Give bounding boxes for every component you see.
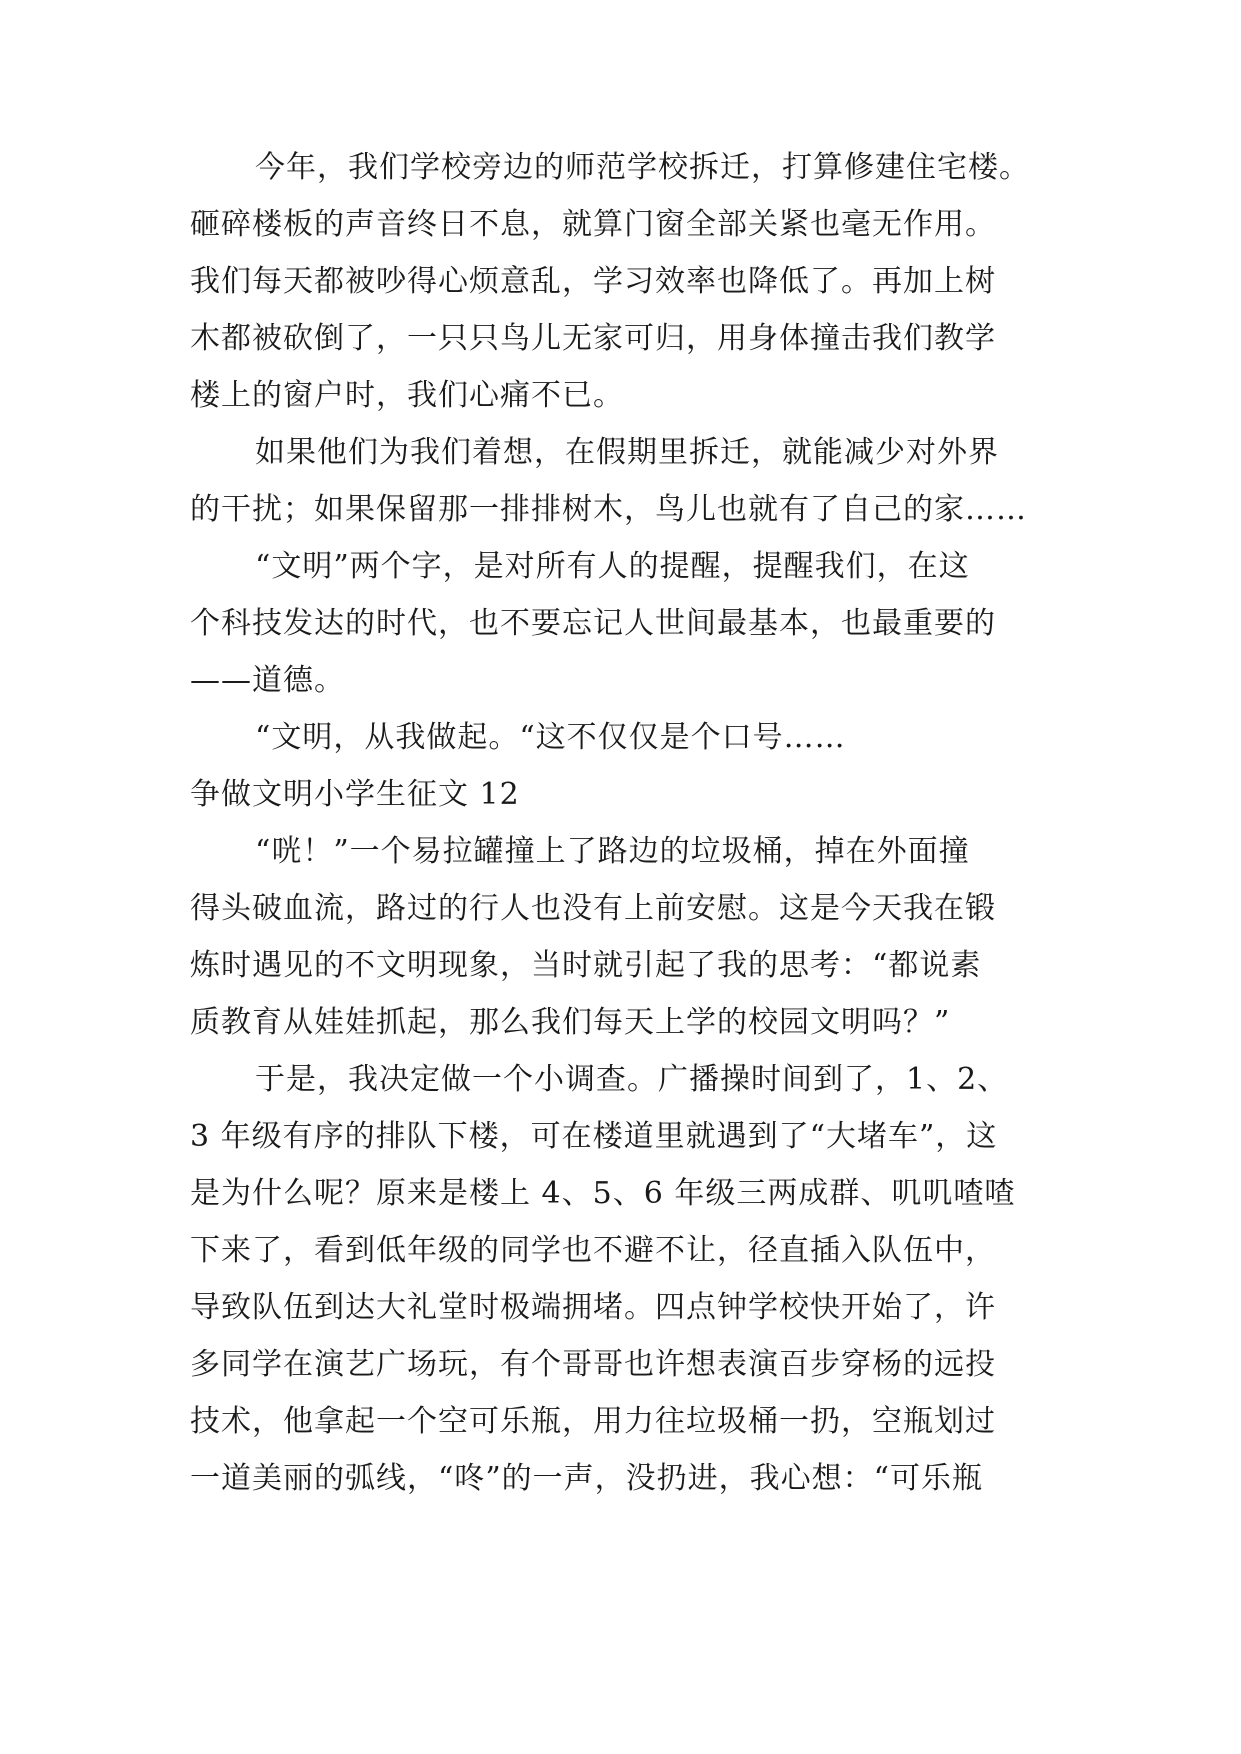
- text-line: 3 年级有序的排队下楼，可在楼道里就遇到了“大堵车”，这: [190, 1119, 998, 1154]
- text-line: 质教育从娃娃抓起，那么我们每天上学的校园文明吗？”: [190, 1005, 951, 1040]
- text-line: 砸碎楼板的声音终日不息，就算门窗全部关紧也毫无作用。: [190, 207, 996, 242]
- section-heading: 争做文明小学生征文 12: [190, 777, 520, 812]
- text-line: “文明，从我做起。“这不仅仅是个口号……: [255, 720, 846, 755]
- text-line: 得头破血流，路过的行人也没有上前安慰。这是今天我在锻: [190, 891, 996, 926]
- text-line: “咣！”一个易拉罐撞上了路边的垃圾桶，掉在外面撞: [255, 834, 970, 869]
- text-line: 技术，他拿起一个空可乐瓶，用力往垃圾桶一扔，空瓶划过: [190, 1404, 996, 1439]
- text-line: 导致队伍到达大礼堂时极端拥堵。四点钟学校快开始了，许: [190, 1290, 996, 1325]
- text-line: 我们每天都被吵得心烦意乱，学习效率也降低了。再加上树: [190, 264, 996, 299]
- text-line: 是为什么呢？原来是楼上 4、5、6 年级三两成群、叽叽喳喳: [190, 1176, 1016, 1211]
- text-line: ——道德。: [190, 663, 345, 698]
- text-line: 木都被砍倒了，一只只鸟儿无家可归，用身体撞击我们教学: [190, 321, 996, 356]
- text-line: 下来了，看到低年级的同学也不避不让，径直插入队伍中，: [190, 1233, 996, 1268]
- text-line: 一道美丽的弧线，“咚”的一声，没扔进，我心想：“可乐瓶: [190, 1461, 984, 1496]
- text-line: 个科技发达的时代，也不要忘记人世间最基本，也最重要的: [190, 606, 996, 641]
- text-line: 多同学在演艺广场玩，有个哥哥也许想表演百步穿杨的远投: [190, 1347, 996, 1382]
- text-line: 炼时遇见的不文明现象，当时就引起了我的思考：“都说素: [190, 948, 982, 983]
- text-line: 今年，我们学校旁边的师范学校拆迁，打算修建住宅楼。: [255, 150, 1030, 185]
- text-line: 楼上的窗户时，我们心痛不已。: [190, 378, 624, 413]
- text-line: 的干扰；如果保留那一排排树木，鸟儿也就有了自己的家……: [190, 492, 1027, 527]
- text-line: “文明”两个字，是对所有人的提醒，提醒我们，在这: [255, 549, 970, 584]
- text-line: 如果他们为我们着想，在假期里拆迁，就能减少对外界: [255, 435, 999, 470]
- text-line: 于是，我决定做一个小调查。广播操时间到了，1、2、: [255, 1062, 1009, 1097]
